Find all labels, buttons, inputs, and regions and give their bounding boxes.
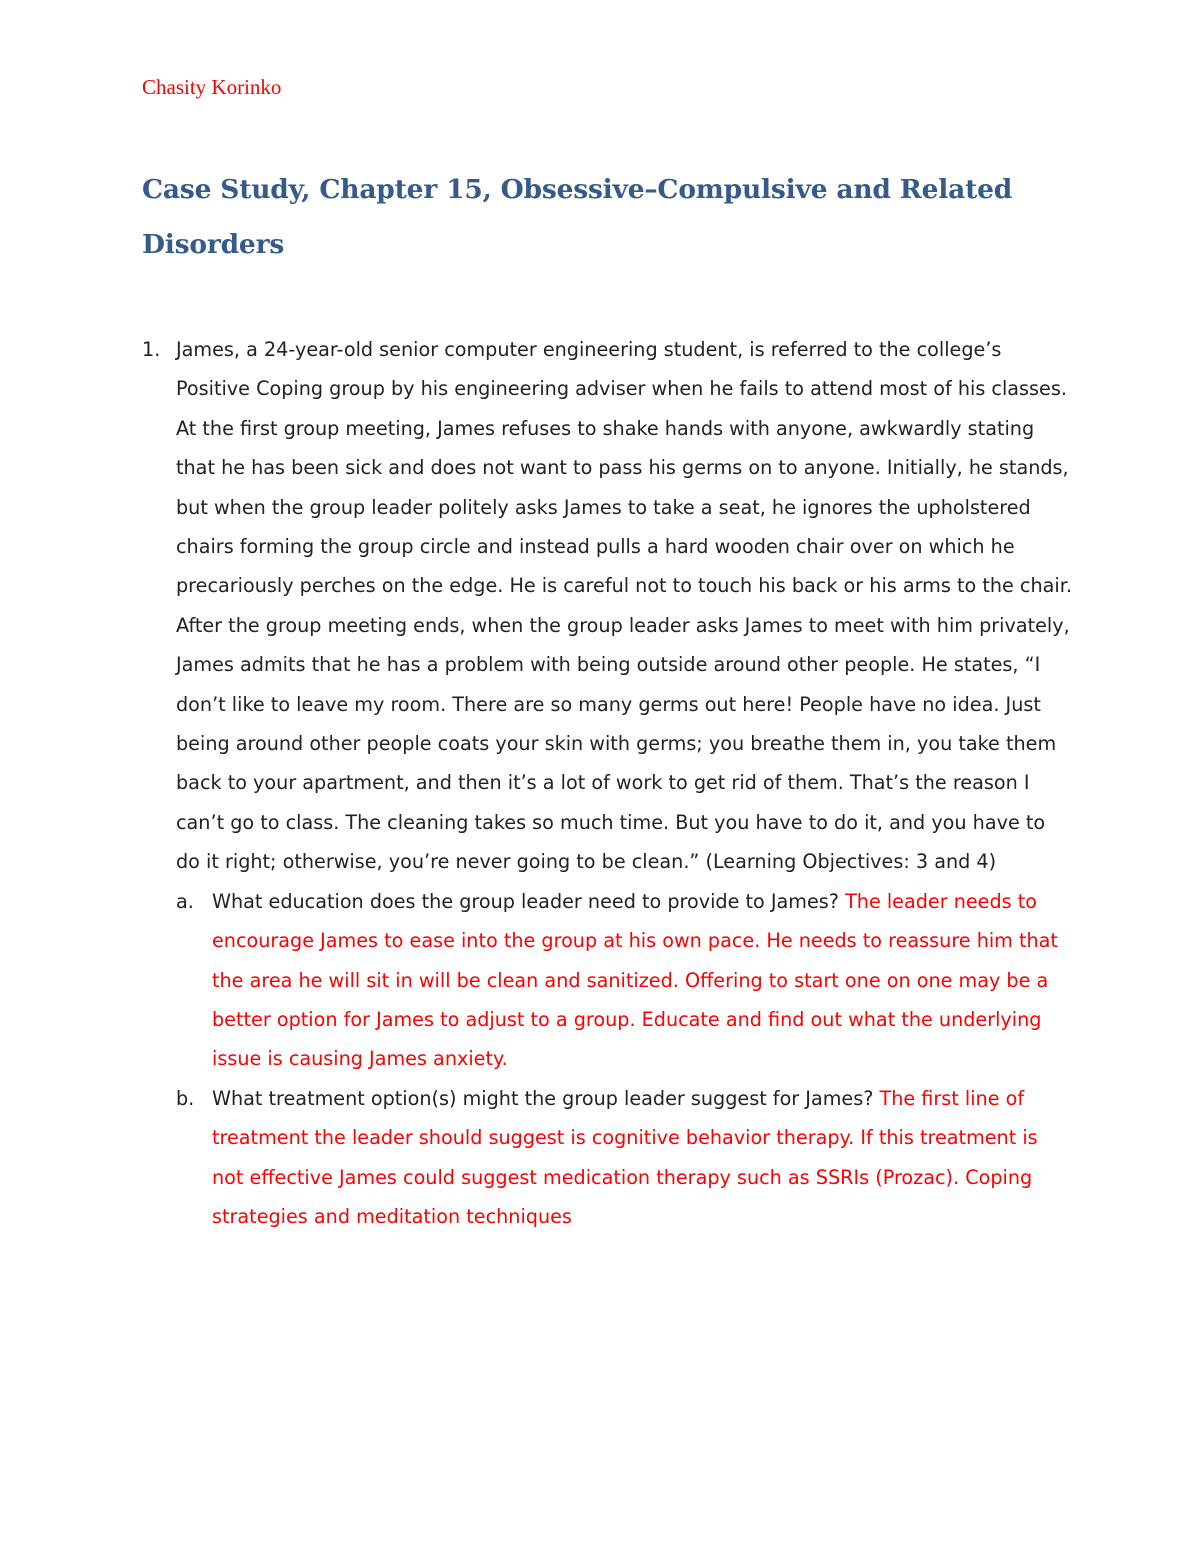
sub-question-b	[176, 1079, 1038, 1237]
sub-question-b-answer: The first line of treatment the leader should suggest is cognitive behavior therapy. If this treatment is not effective James could suggest medication therapy such as SSRIs (Prozac). Coping strategies and meditation techniques	[212, 1086, 1038, 1228]
question-1	[142, 330, 1072, 1236]
sub-question-b-body	[212, 1079, 1062, 1237]
sub-question-a-letter: a.	[176, 889, 194, 913]
sub-question-b-letter: b.	[176, 1086, 195, 1110]
sub-question-b-text: What treatment option(s) might the group leader suggest for James?	[212, 1086, 874, 1110]
question-1-text: James, a 24-year-old senior computer engineering student, is referred to the college’s Positive Coping group by his engineering adviser when he fails to attend most of his classes. At the first group meeting, James refuses to shake hands with anyone, awkwardly stating that he has been sick and does not want to pass his germs on to anyone. Initially, he stands, but when the group leader politely asks James to take a seat, he ignores the upholstered chairs forming the group circle and instead pulls a hard wooden chair over on which he precariously perches on the edge. He is careful not to touch his back or his arms to the chair. After the group meeting ends, when the group leader asks James to meet with him privately, James admits that he has a problem with being outside around other people. He states, “I don’t like to leave my room. There are so many germs out here! People have no idea. Just being around other people coats your skin with germs; you breathe them in, you take them back to your apartment, and then it’s a lot of work to get rid of them. That’s the reason I can’t go to class. The cleaning takes so much time. But you have to do it, and you have to do it right; otherwise, you’re never going to be clean.” (Learning Objectives: 3 and 4)	[176, 338, 1072, 874]
sub-question-a-body	[212, 882, 1062, 1079]
page-title: Case Study, Chapter 15, Obsessive–Compulsive and Related Disorders	[142, 174, 1013, 260]
question-1-number: 1.	[142, 338, 161, 361]
sub-question-a	[176, 882, 1058, 1079]
sub-question-a-text: What education does the group leader need to provide to James?	[212, 889, 839, 913]
author-name: Chasity Korinko	[142, 75, 282, 99]
sub-question-a-answer: The leader needs to encourage James to ease into the group at his own pace. He needs to reassure him that the area he will sit in will be clean and sanitized. Offering to start one on one may be a better option for James to adjust to a group. Educate and find out what the underlying issue is causing James anxiety.	[212, 889, 1058, 1071]
